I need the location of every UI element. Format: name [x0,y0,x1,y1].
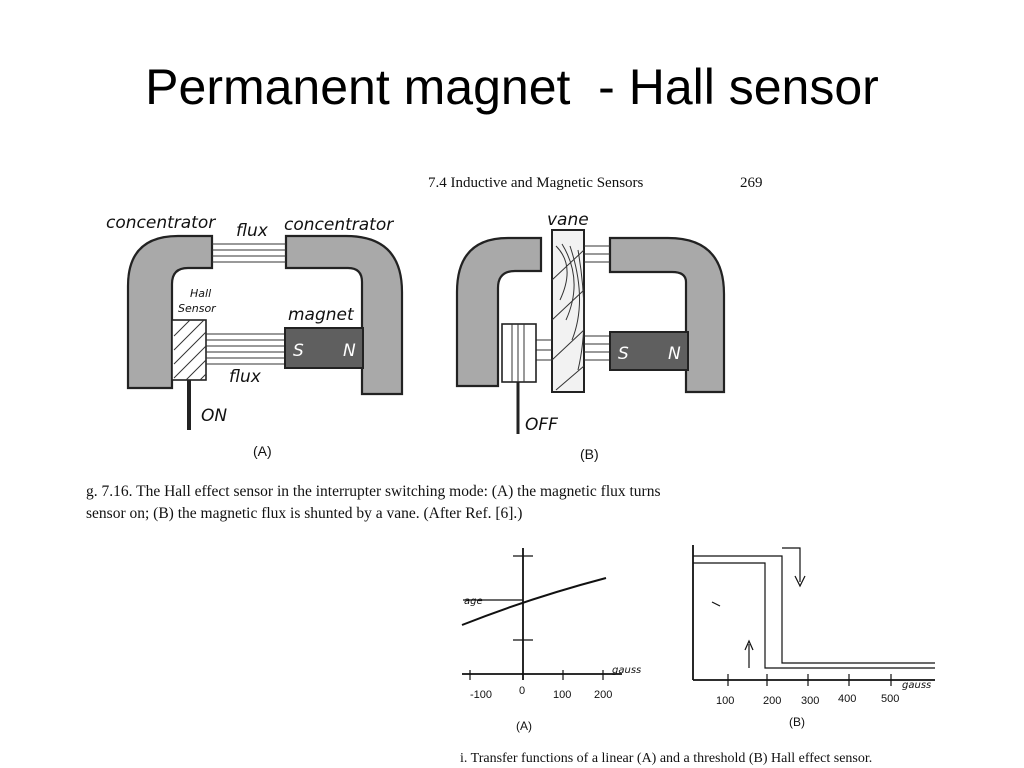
linear-tick-100: 100 [553,689,572,701]
threshold-tick-300: 300 [801,695,820,707]
label-flux-bottom: flux [229,367,261,387]
linear-ylabel: age [464,596,483,607]
linear-response-curve [462,578,606,625]
label-state-off: OFF [525,415,558,435]
label-concentrator-right: concentrator [284,215,394,235]
transfer-functions-caption: i. Transfer functions of a linear (A) and a threshold (B) Hall effect sensor. [460,751,873,766]
threshold-transfer-chart [693,545,935,729]
page-header-section: 7.4 Inductive and Magnetic Sensors [428,175,644,191]
label-flux-top: flux [236,221,268,241]
threshold-tick-200: 200 [763,695,782,707]
linear-transfer-chart [462,548,641,733]
page-header-page-number: 269 [740,175,763,191]
top-flux-lines [212,244,286,262]
panel-a-caption: (A) [253,443,272,459]
threshold-upper-path [693,556,935,663]
bottom-flux-lines [206,334,285,364]
threshold-xlabel: gauss [902,680,932,691]
panel-b-hall-sensor [502,324,536,382]
linear-chart-caption: (A) [516,719,532,733]
threshold-tick-500: 500 [881,693,900,705]
panel-b-caption: (B) [580,446,599,462]
label-hall: Hall [190,287,212,300]
figure-716-caption-line2: sensor on; (B) the magnetic flux is shunted by a vane. (After Ref. [6].) [86,505,523,522]
threshold-lower-path [693,563,935,668]
label-sensor: Sensor [178,302,216,315]
threshold-tick-400: 400 [838,693,857,705]
label-magnet: magnet [288,305,354,325]
arrow-down [782,548,800,582]
panel-b-pole-n: N [668,344,681,364]
linear-tick-minus-100: -100 [470,689,493,701]
label-concentrator-left: concentrator [106,213,216,233]
hall-sensor [172,320,206,380]
linear-tick-0: 0 [519,685,526,697]
pole-n: N [343,341,356,361]
threshold-tick-100: 100 [716,695,735,707]
linear-xlabel: gauss [612,665,642,676]
label-state-on: ON [201,406,228,426]
threshold-chart-caption: (B) [789,715,805,729]
pole-s: S [293,341,304,361]
slide-title: Permanent magnet - Hall sensor [145,59,879,115]
figure-716-caption-line1: g. 7.16. The Hall effect sensor in the interrupter switching mode: (A) the magnetic flux turns [86,483,661,500]
label-vane: vane [547,210,589,230]
panel-a-diagram [106,213,402,459]
linear-tick-200: 200 [594,689,613,701]
panel-b-pole-s: S [618,344,629,364]
panel-b-diagram [457,210,724,462]
